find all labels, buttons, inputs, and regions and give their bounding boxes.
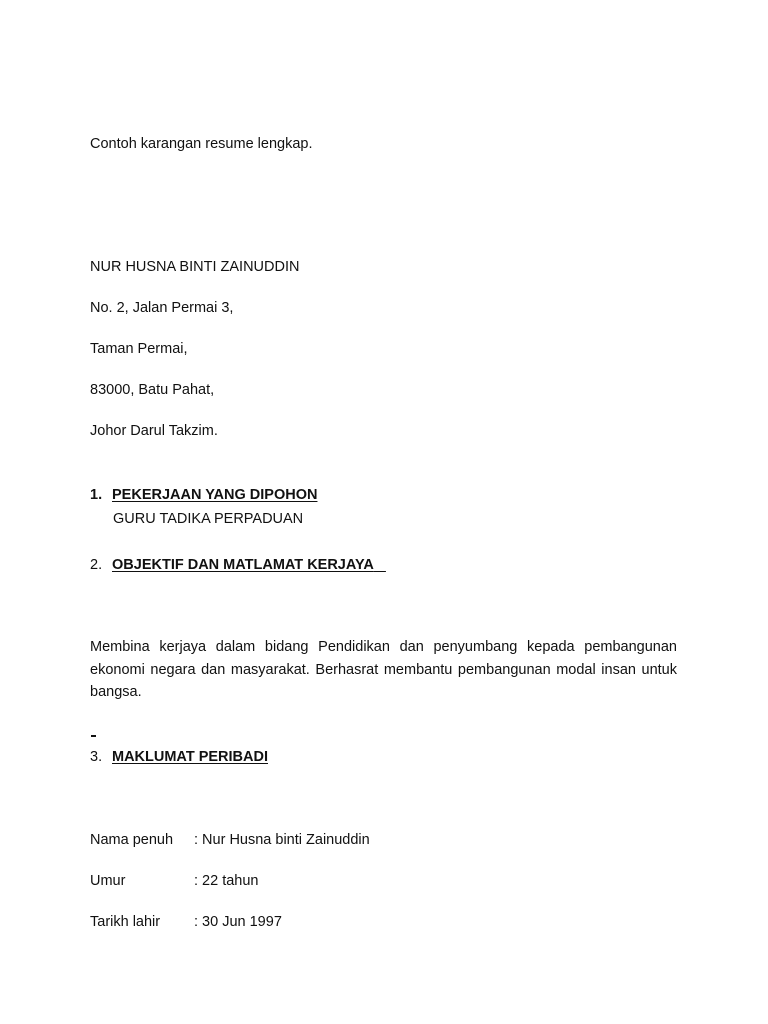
detail-value: : 30 Jun 1997 — [194, 914, 282, 930]
section-3-title: MAKLUMAT PERIBADI — [112, 749, 268, 765]
section-3-heading — [90, 748, 268, 766]
detail-row-full-name — [90, 831, 370, 849]
section-2-paragraph: Membina kerjaya dalam bidang Pendidikan dan penyumbang kepada pembangunan ekonomi negara dan masyarakat. Berhasrat membantu pembangunan modal insan untuk bangsa. — [90, 639, 677, 700]
section-2-number: 2. — [90, 557, 103, 573]
detail-label: Tarikh lahir — [90, 914, 161, 930]
stray-underline-mark — [91, 735, 96, 737]
detail-label: Umur — [90, 873, 126, 889]
section-1-content: GURU TADIKA PERPADUAN — [113, 511, 304, 527]
section-1-heading — [90, 486, 317, 504]
detail-value: : 22 tahun — [194, 873, 259, 889]
section-2-title-underline-tail — [374, 557, 386, 573]
address-line-3: 83000, Batu Pahat, — [90, 382, 215, 398]
address-line-2: Taman Permai, — [90, 341, 188, 357]
detail-label: Nama penuh — [90, 832, 174, 848]
intro-text: Contoh karangan resume lengkap. — [90, 136, 313, 152]
address-line-1: No. 2, Jalan Permai 3, — [90, 300, 234, 316]
applicant-name: NUR HUSNA BINTI ZAINUDDIN — [90, 259, 300, 275]
section-2-heading — [90, 556, 386, 574]
detail-value: : Nur Husna binti Zainuddin — [194, 832, 370, 848]
detail-row-birth-date — [90, 913, 282, 931]
section-2-title: OBJEKTIF DAN MATLAMAT KERJAYA — [112, 557, 374, 573]
section-3-number: 3. — [90, 749, 103, 765]
section-1-number: 1. — [90, 487, 103, 503]
address-line-4: Johor Darul Takzim. — [90, 423, 218, 439]
detail-row-age — [90, 872, 259, 890]
section-1-title: PEKERJAAN YANG DIPOHON — [112, 487, 318, 503]
